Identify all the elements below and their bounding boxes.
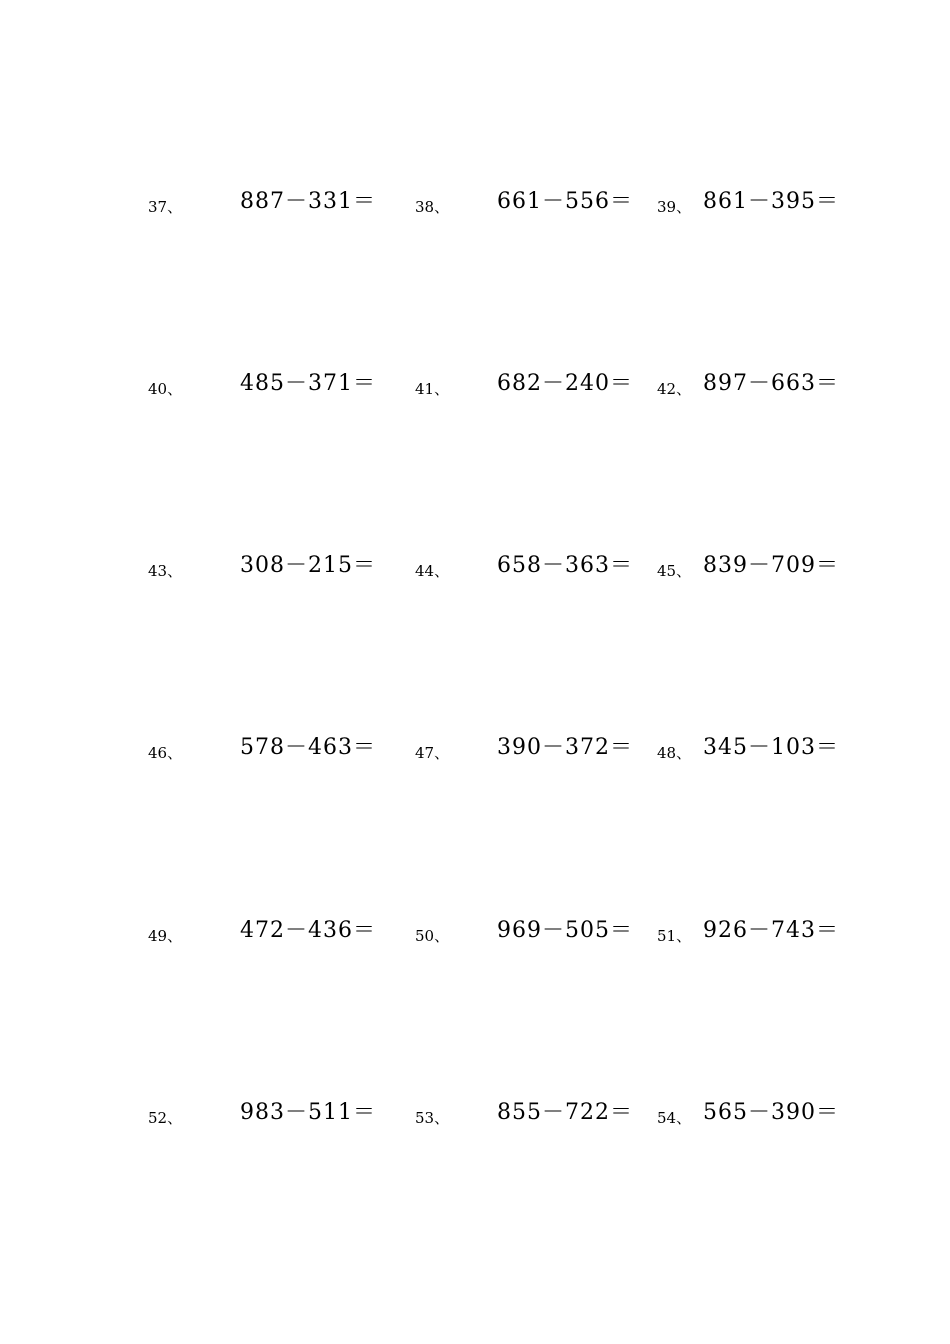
problem-expression: 983－511＝	[240, 1100, 376, 1125]
problem-expression: 308－215＝	[240, 553, 376, 578]
problem-number: 50、	[415, 927, 450, 945]
problem-expression: 682－240＝	[497, 371, 633, 396]
problem-number: 54、	[657, 1109, 692, 1127]
problem-number: 45、	[657, 562, 692, 580]
problem-expression: 661－556＝	[497, 189, 633, 214]
problem-number: 48、	[657, 744, 692, 762]
problem-expression: 855－722＝	[497, 1100, 633, 1125]
problem-expression: 887－331＝	[240, 189, 376, 214]
problem-number: 46、	[148, 744, 183, 762]
problem-row	[0, 1097, 950, 1137]
problem-expression: 485－371＝	[240, 371, 376, 396]
problem-expression: 565－390＝	[703, 1100, 839, 1125]
problem-expression: 658－363＝	[497, 553, 633, 578]
problem-expression: 926－743＝	[703, 918, 839, 943]
problem-row	[0, 186, 950, 226]
problem-number: 38、	[415, 198, 450, 216]
problem-expression: 969－505＝	[497, 918, 633, 943]
problem-number: 51、	[657, 927, 692, 945]
problem-number: 43、	[148, 562, 183, 580]
problem-row	[0, 550, 950, 590]
problem-expression: 345－103＝	[703, 735, 839, 760]
problem-number: 49、	[148, 927, 183, 945]
problem-row	[0, 732, 950, 772]
problem-row	[0, 915, 950, 955]
problem-number: 37、	[148, 198, 183, 216]
problem-expression: 897－663＝	[703, 371, 839, 396]
problem-number: 44、	[415, 562, 450, 580]
problem-row	[0, 368, 950, 408]
problem-number: 42、	[657, 380, 692, 398]
problem-number: 47、	[415, 744, 450, 762]
problem-expression: 390－372＝	[497, 735, 633, 760]
problem-number: 53、	[415, 1109, 450, 1127]
problem-number: 40、	[148, 380, 183, 398]
problem-expression: 472－436＝	[240, 918, 376, 943]
problem-expression: 578－463＝	[240, 735, 376, 760]
problem-number: 39、	[657, 198, 692, 216]
problem-number: 52、	[148, 1109, 183, 1127]
problem-number: 41、	[415, 380, 450, 398]
problem-expression: 839－709＝	[703, 553, 839, 578]
problem-expression: 861－395＝	[703, 189, 839, 214]
